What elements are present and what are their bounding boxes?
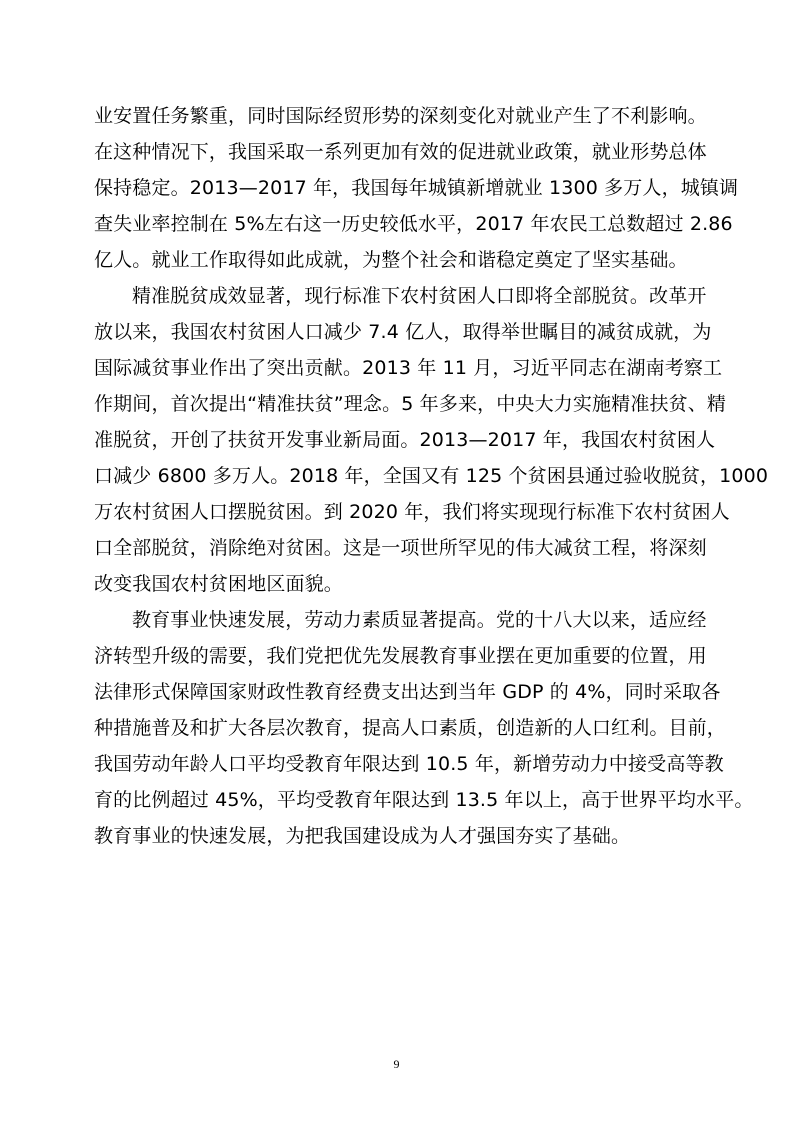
text-line: 国际减贫事业作出了突出贡献。2013 年 11 月，习近平同志在湖南考察工 xyxy=(94,357,723,379)
document-body xyxy=(94,98,769,854)
text-line: 准脱贫，开创了扶贫开发事业新局面。2013—2017 年，我国农村贫困人 xyxy=(94,429,716,451)
text-line: 亿人。就业工作取得如此成就，为整个社会和谐稳定奠定了坚实基础。 xyxy=(94,249,688,271)
text-line: 查失业率控制在 5%左右这一历史较低水平，2017 年农民工总数超过 2.86 xyxy=(94,213,733,235)
paragraph-employment xyxy=(94,98,739,278)
text-line: 我国劳动年龄人口平均受教育年限达到 10.5 年，新增劳动力中接受高等教 xyxy=(94,753,724,775)
text-line: 万农村贫困人口摆脱贫困。到 2020 年，我们将实现现行标准下农村贫困人 xyxy=(94,501,730,523)
text-line: 在这种情况下，我国采取一系列更加有效的促进就业政策，就业形势总体 xyxy=(94,141,707,163)
text-line: 口减少 6800 多万人。2018 年，全国又有 125 个贫困县通过验收脱贫，1000 xyxy=(94,465,769,487)
paragraph-poverty-alleviation xyxy=(94,278,769,602)
page-number: 9 xyxy=(393,1057,400,1071)
text-line: 教育事业的快速发展，为把我国建设成为人才强国夯实了基础。 xyxy=(94,825,631,847)
text-line: 精准脱贫成效显著，现行标准下农村贫困人口即将全部脱贫。改革开 xyxy=(132,285,707,307)
text-line: 教育事业快速发展，劳动力素质显著提高。党的十八大以来，适应经 xyxy=(132,609,707,631)
text-line: 种措施普及和扩大各层次教育，提高人口素质，创造新的人口红利。目前， xyxy=(94,717,726,739)
paragraph-education xyxy=(94,602,754,854)
text-line: 济转型升级的需要，我们党把优先发展教育事业摆在更加重要的位置，用 xyxy=(94,645,707,667)
text-line: 放以来，我国农村贫困人口减少 7.4 亿人，取得举世瞩目的减贫成就，为 xyxy=(94,321,712,343)
text-line: 保持稳定。2013—2017 年，我国每年城镇新增就业 1300 多万人，城镇调 xyxy=(94,177,739,199)
text-line: 法律形式保障国家财政性教育经费支出达到当年 GDP 的 4%，同时采取各 xyxy=(94,681,721,703)
text-line: 作期间，首次提出“精准扶贫”理念。5 年多来，中央大力实施精准扶贫、精 xyxy=(94,393,727,415)
text-line: 育的比例超过 45%，平均受教育年限达到 13.5 年以上，高于世界平均水平。 xyxy=(94,789,754,811)
text-line: 业安置任务繁重，同时国际经贸形势的深刻变化对就业产生了不利影响。 xyxy=(94,105,707,127)
text-line: 改变我国农村贫困地区面貌。 xyxy=(94,573,343,595)
text-line: 口全部脱贫，消除绝对贫困。这是一项世所罕见的伟大减贫工程，将深刻 xyxy=(94,537,707,559)
